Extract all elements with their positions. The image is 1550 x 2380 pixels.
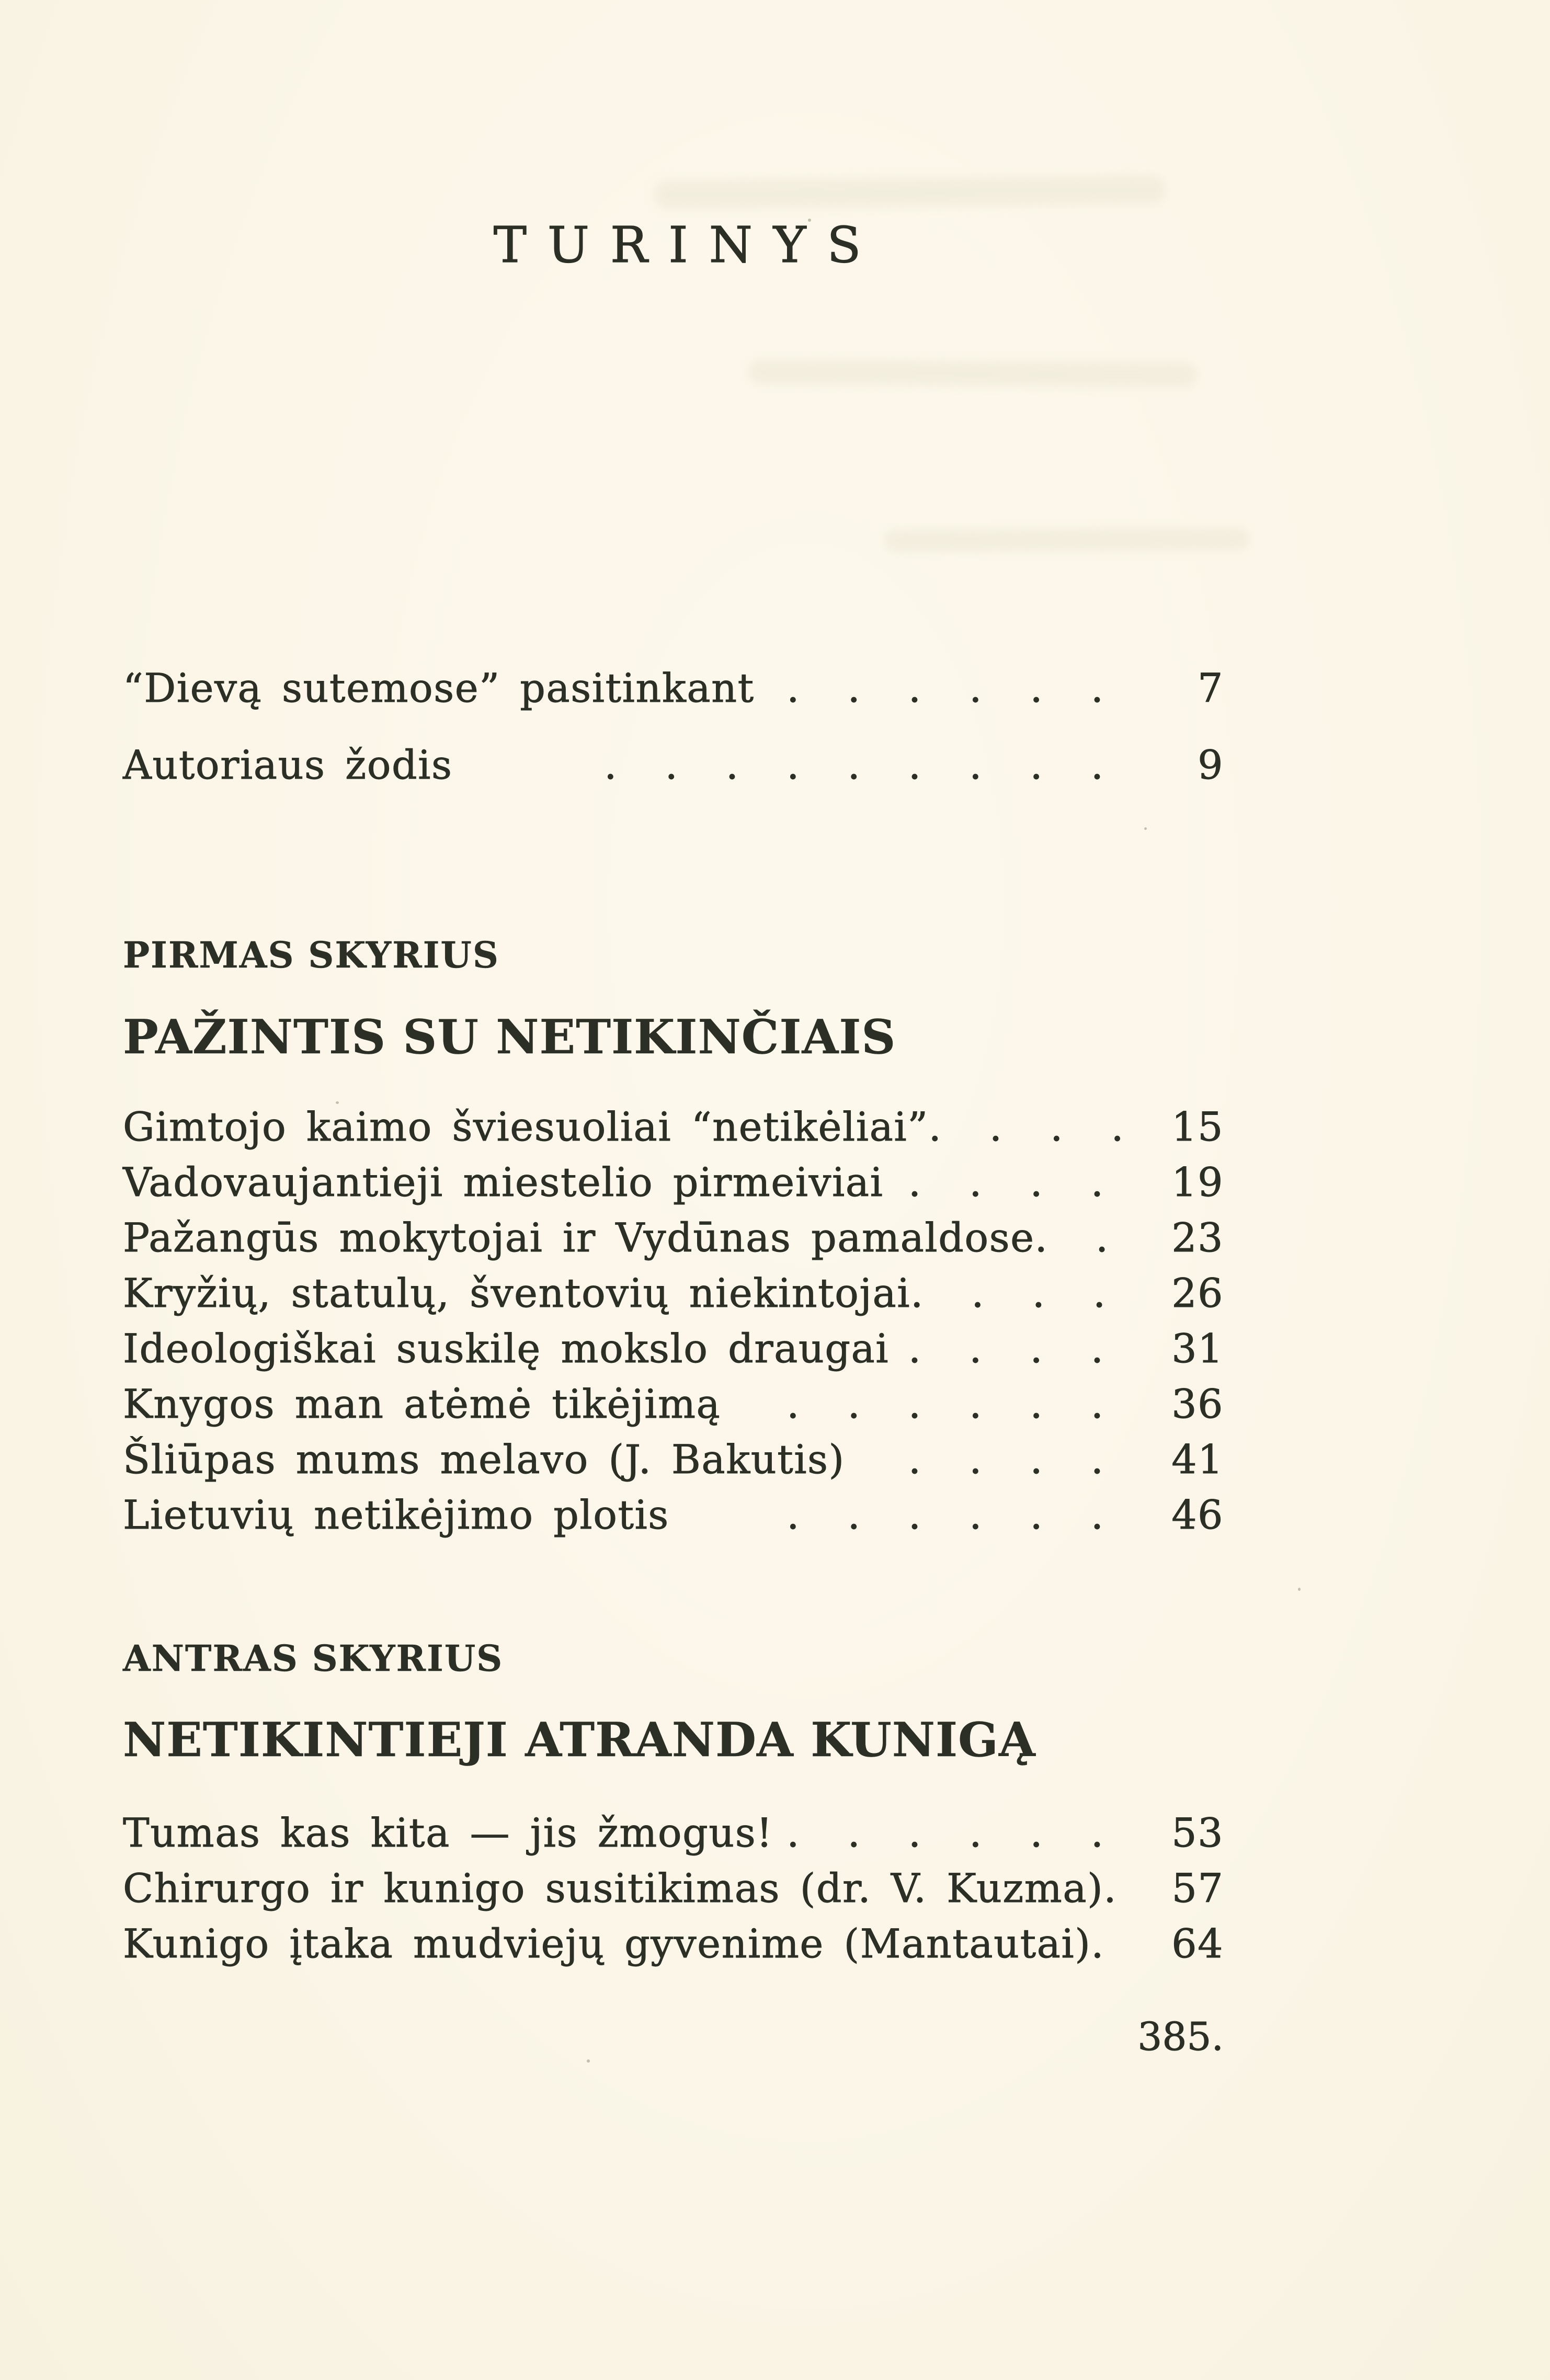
entry-label: Vadovaujantieji miestelio pirmeiviai [123, 1159, 884, 1205]
entry-label: Šliūpas mums melavo (J. Bakutis) [123, 1436, 845, 1483]
dot-leader: . . . . . . [787, 1381, 1103, 1427]
dot-leader: . . . . . . . . . [604, 742, 1103, 788]
entry-label: “Dievą sutemose” pasitinkant [123, 665, 755, 711]
entry-label: Ideologiškai suskilę mokslo draugai [123, 1325, 890, 1372]
entry-page-number: 41 [1171, 1436, 1224, 1483]
toc-entry [123, 1266, 1224, 1321]
entry-label: Pažangūs mokytojai ir Vydūnas pamaldose [123, 1214, 1035, 1261]
dot-leader: . . . . [910, 1270, 1106, 1316]
toc-entry [123, 1861, 1224, 1916]
section-entries [123, 1805, 1224, 1972]
entry-page-number: 23 [1171, 1214, 1224, 1261]
entry-page-number: 36 [1171, 1381, 1224, 1427]
toc-entry [123, 1099, 1224, 1155]
entry-label: Chirurgo ir kunigo susitikimas (dr. V. Kuzma) [123, 1865, 1104, 1911]
entry-label: Kunigo įtaka mudviejų gyvenime (Mantautai) [123, 1920, 1091, 1967]
toc-entry [123, 1155, 1224, 1210]
dot-leader: . . . . . . [787, 1491, 1103, 1538]
entry-page-number: 15 [1171, 1103, 1224, 1150]
scan-speck [1298, 1588, 1301, 1591]
text-block [123, 0, 1224, 2380]
folio-page-number: 385. [1137, 2014, 1224, 2059]
entry-page-number: 26 [1171, 1270, 1224, 1316]
toc-entry [123, 1376, 1224, 1432]
entry-label: Knygos man atėmė tikėjimą [123, 1381, 721, 1427]
dot-leader: . . [1034, 1214, 1109, 1261]
section-heading: NETIKINTIEJI ATRANDA KUNIGĄ [123, 1712, 1036, 1768]
toc-entry [123, 1321, 1224, 1376]
dot-leader: . . . . [908, 1436, 1103, 1483]
entry-page-number: 19 [1171, 1159, 1224, 1205]
toc-entry [123, 1487, 1224, 1543]
entry-label: Kryžių, statulų, šventovių niekintojai [123, 1270, 911, 1316]
section-kicker: PIRMAS SKYRIUS [123, 935, 499, 976]
dot-leader: . [1103, 1865, 1116, 1911]
entry-page-number: 46 [1171, 1491, 1224, 1538]
dot-leader: . . . . . . [787, 665, 1103, 711]
entry-label: Autoriaus žodis [123, 742, 453, 788]
toc-entry [123, 665, 1224, 711]
entry-page-number: 57 [1171, 1865, 1224, 1911]
toc-entry [123, 1210, 1224, 1266]
entry-label: Tumas kas kita — jis žmogus! [123, 1809, 773, 1856]
entry-page-number: 7 [1198, 665, 1224, 711]
entry-page-number: 64 [1171, 1920, 1224, 1967]
dot-leader: . . . . [908, 1159, 1103, 1205]
section-entries [123, 1099, 1224, 1543]
section-heading: PAŽINTIS SU NETIKINČIAIS [123, 1009, 896, 1065]
dot-leader: . . . . . . [787, 1809, 1103, 1856]
page-title: TURINYS [493, 217, 882, 274]
toc-entry [123, 1432, 1224, 1487]
toc-entry [123, 742, 1224, 788]
entry-page-number: 53 [1171, 1809, 1224, 1856]
entry-page-number: 9 [1198, 742, 1224, 788]
section-kicker: ANTRAS SKYRIUS [123, 1638, 504, 1680]
dot-leader: . . . . [928, 1103, 1124, 1150]
entry-label: Lietuvių netikėjimo plotis [123, 1491, 669, 1538]
dot-leader: . [1091, 1920, 1104, 1967]
entry-label: Gimtojo kaimo šviesuoliai “netikėliai” [123, 1103, 929, 1150]
toc-entry [123, 1916, 1224, 1972]
entry-page-number: 31 [1171, 1325, 1224, 1372]
toc-entry [123, 1805, 1224, 1861]
front-matter-list [123, 665, 1224, 788]
dot-leader: . . . . [908, 1325, 1103, 1372]
